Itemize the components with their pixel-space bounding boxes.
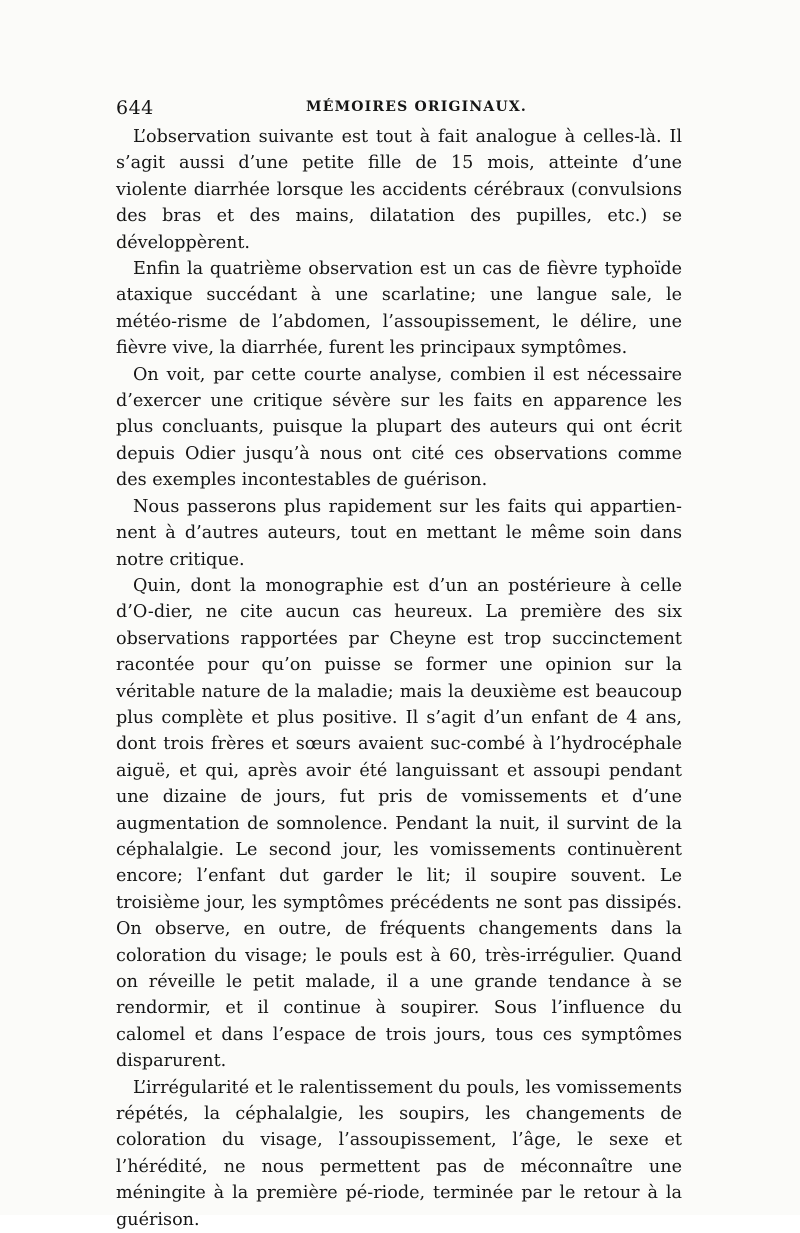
paragraph: Nous passerons plus rapidement sur les faits qui appartien-nent à d’autres auteurs, tout en mettant le même soin dans notre critique. [116,496,682,570]
page-number: 644 [116,97,154,119]
body-text [116,124,682,1233]
page-header [116,97,682,123]
paragraph: L’observation suivante est tout à fait analogue à celles-là. Il s’agit aussi d’une petite fille de 15 mois, atteinte d’une violente diarrhée lorsque les accidents cérébraux (convulsions des bras et des mains, dilatation des pupilles, etc.) se développèrent. [116,127,682,253]
paragraph: On voit, par cette courte analyse, combien il est nécessaire d’exercer une critique sévère sur les faits en apparence les plus concluants, puisque la plupart des auteurs qui ont écrit depuis Odier jusqu’à nous ont cité ces observations comme des exemples incontestables de guérison. [116,364,682,491]
paragraph: L’irrégularité et le ralentissement du pouls, les vomissements répétés, la céphalalgie, les soupirs, les changements de coloration du visage, l’assoupissement, l’âge, le sexe et l’hérédité, ne nous permettent pas de méconnaître une méningite à la première pé-riode, terminée par le retour à la guérison. [116,1077,682,1230]
running-head: MÉMOIRES ORIGINAUX. [306,99,527,115]
paragraph: Quin, dont la monographie est d’un an postérieure à celle d’O-dier, ne cite aucun cas heureux. La première des six observations rapportées par Cheyne est trop succinctement racontée pour qu’on puisse se former une opinion sur la véritable nature de la maladie; mais la deuxième est beaucoup plus complète et plus positive. Il s’agit d’un enfant de 4 ans, dont trois frères et sœurs avaient suc-combé à l’hydrocéphale aiguë, et qui, après avoir été languissant et assoupi pendant une dizaine de jours, fut pris de vomissements et d’une augmentation de somnolence. Pendant la nuit, il survint de la céphalalgie. Le second jour, les vomissements continuèrent encore; l’enfant dut garder le lit; il soupire souvent. Le troisième jour, les symptômes précédents ne sont pas dissipés. On observe, en outre, de fréquents changements dans la coloration du visage; le pouls est à 60, très-irrégulier. Quand on réveille le petit malade, il a une grande tendance à se rendormir, et il continue à soupirer. Sous l’influence du calomel et dans l’espace de trois jours, tous ces symptômes disparurent. [116,575,682,1072]
paragraph: Enfin la quatrième observation est un cas de fièvre typhoïde ataxique succédant à une scarlatine; une langue sale, le météo-risme de l’abdomen, l’assoupissement, le délire, une fièvre vive, la diarrhée, furent les principaux symptômes. [116,259,682,359]
